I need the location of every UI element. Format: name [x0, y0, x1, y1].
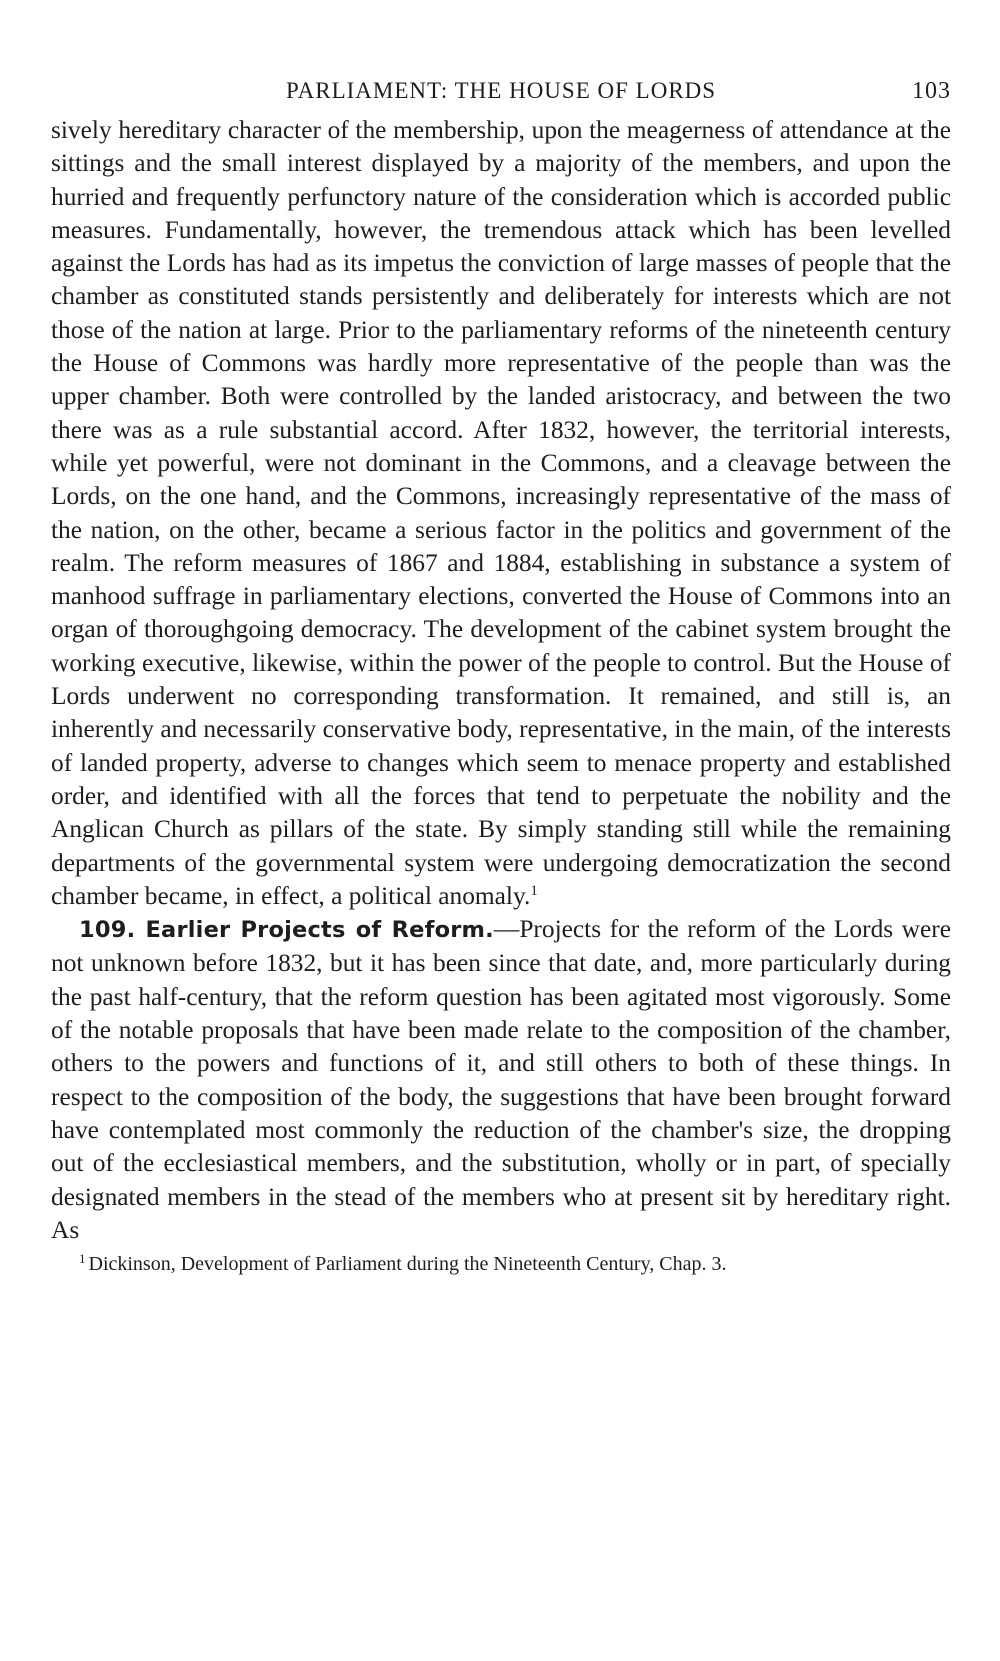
- section-109: [51, 913, 951, 1247]
- footnote: [51, 1251, 951, 1277]
- paragraph-text: sively hereditary character of the membership, upon the meagerness of attendance at the sittings and the small interest displayed by a majority of the members, and upon the hurried and frequently perfunctory nature of the consideration which is accorded public measures. Fundamentally, however, the tremendous attack which has been levelled against the Lords has had as its impetus the conviction of large masses of people that the chamber as constituted stands persistently and deliberately for interests which are not those of the nation at large. Prior to the parliamentary reforms of the nineteenth century the House of Commons was hardly more representative of the people than was the upper chamber. Both were controlled by the landed aristocracy, and between the two there was as a rule substantial accord. After 1832, however, the territorial interests, while yet powerful, were not dominant in the Commons, and a cleavage between the Lords, on the one hand, and the Commons, increasingly representative of the mass of the nation, on the other, became a serious factor in the politics and government of the realm. The reform measures of 1867 and 1884, establishing in substance a system of manhood suffrage in parliamentary elections, converted the House of Commons into an organ of thoroughgoing democracy. The development of the cabinet system brought the working executive, likewise, within the power of the people to control. But the House of Lords underwent no corresponding transformation. It remained, and still is, an inherently and necessarily conservative body, representative, in the main, of the interests of landed property, adverse to changes which seem to menace property and established order, and identified with all the forces that tend to perpetuate the nobility and the Anglican Church as pillars of the state. By simply standing still while the remaining departments of the governmental system were undergoing democratization the second chamber became, in effect, a political anomaly.: [51, 116, 951, 910]
- paragraph-continued: [51, 114, 951, 913]
- page-number: 103: [912, 78, 951, 104]
- body-text: [51, 114, 951, 1247]
- running-head: [51, 72, 951, 112]
- footnote-text: Dickinson, Development of Parliament during the Nineteenth Century, Chap. 3.: [88, 1253, 727, 1276]
- running-title: PARLIAMENT: THE HOUSE OF LORDS: [285, 78, 717, 103]
- section-heading: 109. Earlier Projects of Reform.: [79, 917, 494, 944]
- footnote-reference: 1: [530, 882, 538, 899]
- footnote-marker: 1: [79, 1251, 86, 1267]
- book-page: [51, 72, 951, 1277]
- section-text: —Projects for the reform of the Lords were not unknown before 1832, but it has been since that date, and, more particularly during the past half-century, that the reform question has been agitated most vigorously. Some of the notable proposals that have been made relate to the composition of the chamber, others to the powers and functions of it, and still others to both of these things. In respect to the composition of the body, the suggestions that have been brought forward have contemplated most commonly the reduction of the chamber's size, the dropping out of the ecclesiastical members, and the substitution, wholly or in part, of specially designated members in the stead of the members who at present sit by hereditary right. As: [51, 915, 951, 1244]
